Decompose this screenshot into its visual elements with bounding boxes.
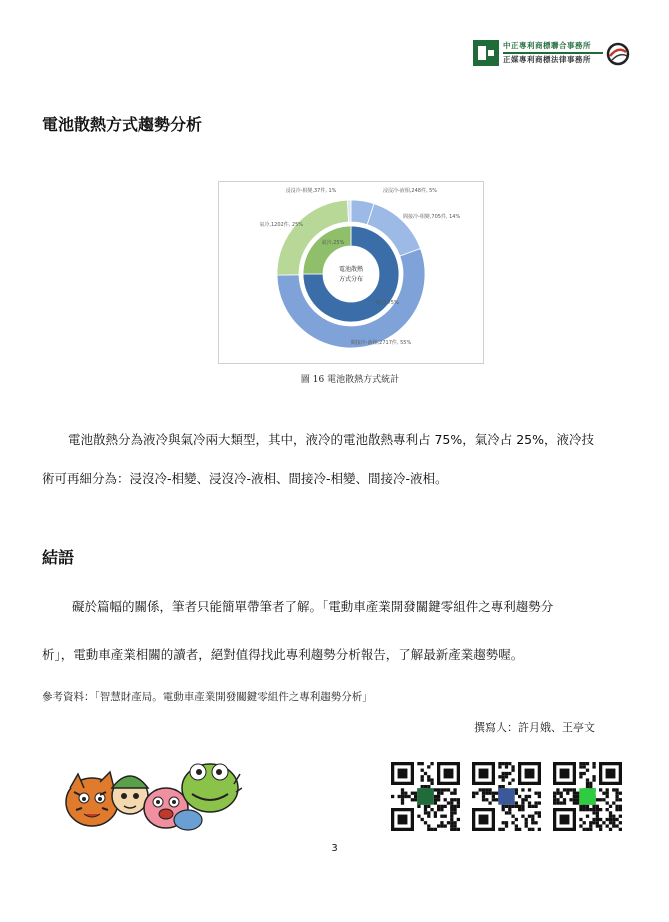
tiger-mascot: [66, 772, 118, 826]
paragraph-2-line-2: 析」，電動車產業相關的讀者，絕對值得找此專利趨勢分析報告，了解最新產業趨勢喔。: [42, 647, 524, 662]
outer-slice-label: 浸沒冷-液相,248件, 5%: [383, 188, 438, 194]
paragraph-2-line-1: 礙於篇幅的關係，筆者只能簡單帶筆者了解。「電動車產業開發關鍵零組件之專利趨勢分: [72, 599, 554, 614]
section-title-conclusion: 結語: [42, 548, 75, 567]
page-number: 3: [331, 843, 338, 854]
outer-slice-immerse-phase: [347, 200, 351, 222]
green-hat-mascot: [112, 776, 148, 814]
qr-code-line[interactable]: [553, 762, 622, 831]
firm-logo-mark: [473, 40, 499, 66]
chart-center-label-1: 電池散熱: [338, 266, 364, 273]
chart-center-label-2: 方式分布: [338, 276, 364, 283]
firm-name-line2: 正媒專利商標法律事務所: [503, 55, 591, 64]
outer-slice-label: 浸沒冷-相變,37件, 1%: [285, 188, 337, 194]
outer-slice-label: 間接冷-相變,705件, 14%: [403, 214, 461, 220]
figure-caption: 圖 16 電池散熱方式統計: [300, 375, 400, 385]
outer-slice-label: 間接冷-液相,2717件, 55%: [350, 340, 412, 346]
outer-slice-label: 氣冷,1202件, 25%: [259, 222, 303, 228]
qr-code-facebook[interactable]: [472, 762, 541, 831]
section-title-battery-cooling: 電池散熱方式趨勢分析: [42, 115, 203, 134]
inner-slice-label: 液冷,75%: [376, 300, 399, 306]
inner-slice-label: 氣冷,25%: [321, 240, 345, 246]
paragraph-1-line-2: 術可再細分為：浸沒冷-相變、浸沒冷-液相、間接冷-相變、間接冷-液相。: [42, 471, 448, 486]
donut-chart: [219, 182, 483, 363]
swirl-emblem-icon: [606, 42, 630, 66]
firm-name-line1: 中正專利商標聯合事務所: [503, 41, 591, 50]
blue-mascot: [174, 810, 202, 830]
green-frog-mascot: [182, 764, 242, 812]
mascot-illustration: [62, 744, 242, 832]
qr-code-website[interactable]: [391, 762, 460, 831]
chart-figure: [218, 181, 484, 364]
firm-logo: [473, 40, 629, 68]
reference-note: 參考資料：「智慧財產局。電動車產業開發關鍵零組件之專利趨勢分析」: [42, 691, 373, 703]
author-credit: 撰寫人：許月娥、王亭文: [474, 721, 595, 734]
paragraph-1-line-1: 電池散熱分為液冷與氣冷兩大類型，其中，液冷的電池散熱專利占 75%，氣冷占 25%，液冷技: [68, 432, 595, 447]
